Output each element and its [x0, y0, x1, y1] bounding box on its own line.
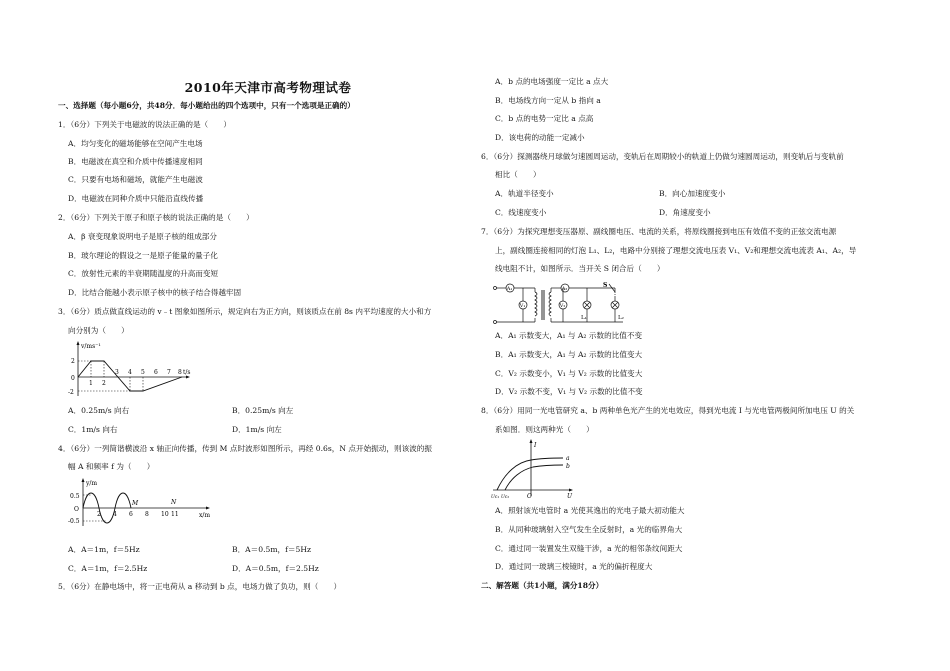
q8-curve-a: a — [566, 455, 570, 462]
q4-x-unit: x/m — [199, 512, 211, 519]
q7-stem-line2: 上，副线圈连接相同的灯泡 L₁、L₂，电路中分别接了理想交流电压表 V₁、V₂和理想交流电流表 A₁、A₂，导 — [495, 246, 857, 255]
q7-option-d[interactable]: D．V₂ 示数不变，V₁ 与 V₂ 示数的比值不变 — [495, 387, 643, 396]
q8-option-b[interactable]: B．从同种玻璃射入空气发生全反射时，a 光的临界角大 — [495, 525, 683, 534]
q3-x-tick: 7 — [167, 369, 171, 376]
q3-x-tick: 4 — [128, 369, 132, 376]
q7-lamp-l2: L₂ — [618, 315, 624, 321]
q4-y-tick-neg0.5: -0.5 — [68, 518, 80, 525]
q8-uc2: Uc₂ — [501, 495, 510, 500]
q3-y-tick-0: 0 — [71, 375, 75, 382]
q5-option-c[interactable]: C．b 点的电势一定比 a 点高 — [495, 114, 594, 123]
q4-option-c[interactable]: C．A＝1m，f＝2.5Hz — [68, 564, 148, 573]
q5-stem: 5．（6分）在静电场中，将一正电荷从 a 移动到 b 点，电场力做了负功，则（ ） — [58, 582, 342, 591]
q7-option-b[interactable]: B．A₁ 示数变大，A₁ 与 A₂ 示数的比值变大 — [495, 350, 643, 359]
q3-y-tick-neg2: -2 — [68, 389, 74, 396]
q4-x-tick: 4 — [113, 511, 117, 518]
q4-stem-line2: 幅 A 和频率 f 为（ ） — [68, 462, 155, 471]
q3-x-tick: 3 — [115, 369, 119, 376]
q3-option-a[interactable]: A．0.25m/s 向右 — [68, 406, 130, 415]
q3-vt-graph — [68, 340, 198, 398]
q4-x-tick: 11 — [171, 511, 179, 518]
q4-x-tick: 10 — [161, 511, 169, 518]
q7-voltmeter-v1: V₁ — [519, 303, 526, 309]
q4-x-tick: 6 — [129, 511, 133, 518]
q8-origin: O — [527, 493, 532, 500]
q1-option-a[interactable]: A．均匀变化的磁场能够在空间产生电场 — [68, 139, 203, 148]
q4-point-n: N — [171, 499, 177, 506]
q4-y-tick-0.5: 0.5 — [70, 493, 80, 500]
section-1-heading: 一、选择题（每小题6分，共48分．每小题给出的四个选项中，只有一个选项是正确的） — [58, 101, 355, 110]
q3-ylabel: v/ms⁻¹ — [81, 343, 101, 350]
q8-uc1: Uc₁ — [491, 495, 500, 500]
q2-stem: 2．（6分）下列关于原子和原子核的说法正确的是（ ） — [58, 213, 254, 222]
q8-iu-graph — [491, 438, 581, 500]
q7-ammeter-a1: A₁ — [506, 286, 513, 292]
q3-stem-line1: 3．（6分）质点做直线运动的 v﹣t 图象如图所示，规定向右为正方向，则该质点在前 8s 内平均速度的大小和方 — [58, 307, 432, 316]
q4-origin: O — [74, 506, 79, 513]
q3-x-tick: 6 — [154, 369, 158, 376]
q8-stem-line2: 系如图．则这两种光（ ） — [495, 425, 594, 434]
q7-circuit-diagram — [491, 278, 631, 330]
q7-stem-line3: 线电阻不计，如图所示．当开关 S 闭合后（ ） — [495, 264, 665, 273]
q3-y-tick-2: 2 — [71, 358, 75, 365]
q7-ammeter-a2: A₂ — [561, 286, 568, 292]
q1-stem: 1．（6分）下列关于电磁波的说法正确的是（ ） — [58, 120, 231, 129]
q4-option-b[interactable]: B．A＝0.5m，f＝5Hz — [232, 545, 311, 554]
q6-option-a[interactable]: A．轨道半径变小 — [495, 189, 554, 198]
q3-stem-line2: 向分别为（ ） — [68, 326, 129, 335]
q2-option-c[interactable]: C．放射性元素的半衰期随温度的升高而变短 — [68, 269, 219, 278]
q7-option-c[interactable]: C．V₂ 示数变小，V₁ 与 V₂ 示数的比值变大 — [495, 369, 643, 378]
q3-x-tick: 8 — [178, 369, 182, 376]
q4-wave-graph — [68, 478, 218, 528]
q1-option-c[interactable]: C．只要有电场和磁场，就能产生电磁波 — [68, 175, 203, 184]
q7-lamp-l1: L₁ — [581, 315, 587, 321]
q4-x-tick: 2 — [97, 511, 101, 518]
q2-option-b[interactable]: B．玻尔理论的假设之一是原子能量的量子化 — [68, 251, 218, 260]
q4-point-m: M — [132, 500, 139, 507]
q4-ylabel: y/m — [86, 480, 98, 487]
q4-x-tick: 8 — [145, 511, 149, 518]
q7-stem-line1: 7．（6分）为探究理想变压器原、副线圈电压、电流的关系，将原线圈接到电压有效值不变的正弦交流电源 — [481, 227, 837, 236]
q4-option-d[interactable]: D．A＝0.5m，f＝2.5Hz — [232, 564, 319, 573]
page-title: 2010年天津市高考物理试卷 — [184, 80, 352, 95]
q6-option-d[interactable]: D．角速度变小 — [659, 208, 711, 217]
q7-voltmeter-v2: V₂ — [559, 303, 566, 309]
q8-option-a[interactable]: A．照射该光电管时 a 光使其逸出的光电子最大初动能大 — [495, 506, 685, 515]
q8-option-d[interactable]: D．通过同一玻璃三棱镜时，a 光的偏折程度大 — [495, 562, 653, 571]
q7-option-a[interactable]: A．A₁ 示数变大，A₁ 与 A₂ 示数的比值不变 — [495, 331, 643, 340]
q3-x-tick: 2 — [102, 380, 106, 387]
q6-stem-line1: 6．（6分）探测器绕月球做匀速圆周运动，变轨后在周期较小的轨道上仍做匀速圆周运动，则变轨后与变轨前 — [481, 152, 844, 161]
q3-x-unit: t/s — [183, 369, 191, 376]
q3-x-tick: 5 — [141, 369, 145, 376]
q4-option-a[interactable]: A．A＝1m，f＝5Hz — [68, 545, 140, 554]
section-2-heading: 二、解答题（共1小题，满分18分） — [481, 581, 604, 590]
q3-option-c[interactable]: C．1m/s 向右 — [68, 425, 118, 434]
q3-option-d[interactable]: D．1m/s 向左 — [232, 425, 282, 434]
q2-option-d[interactable]: D．比结合能越小表示原子核中的核子结合得越牢固 — [68, 288, 242, 297]
q8-stem-line1: 8．（6分）用同一光电管研究 a、b 两种单色光产生的光电效应，得到光电流 I 与光电管两极间所加电压 U 的关 — [481, 406, 855, 415]
q5-option-d[interactable]: D．该电荷的动能一定减小 — [495, 133, 585, 142]
q4-stem-line1: 4．（6分）一列简谐横波沿 x 轴正向传播，传到 M 点时波形如图所示，再经 0.6s，N 点开始振动，则该波的振 — [58, 444, 432, 453]
q1-option-b[interactable]: B．电磁波在真空和介质中传播速度相同 — [68, 157, 203, 166]
q6-option-c[interactable]: C．线速度变小 — [495, 208, 547, 217]
q8-curve-b: b — [566, 463, 570, 470]
q6-stem-line2: 相比（ ） — [495, 170, 541, 179]
q3-x-tick: 1 — [89, 380, 93, 387]
q3-option-b[interactable]: B．0.25m/s 向左 — [232, 406, 294, 415]
q5-option-b[interactable]: B．电场线方向一定从 b 指向 a — [495, 96, 601, 105]
q2-option-a[interactable]: A．β 衰变现象说明电子是原子核的组成部分 — [68, 232, 217, 241]
q8-option-c[interactable]: C．通过同一装置发生双缝干涉，a 光的相邻条纹间距大 — [495, 544, 683, 553]
q8-axis-i: I — [534, 442, 537, 449]
q8-axis-u: U — [567, 493, 573, 500]
q5-option-a[interactable]: A．b 点的电场强度一定比 a 点大 — [495, 77, 609, 86]
q6-option-b[interactable]: B．向心加速度变小 — [659, 189, 726, 198]
q7-switch-s: S — [603, 282, 608, 289]
q1-option-d[interactable]: D．电磁波在同种介质中只能沿直线传播 — [68, 194, 204, 203]
